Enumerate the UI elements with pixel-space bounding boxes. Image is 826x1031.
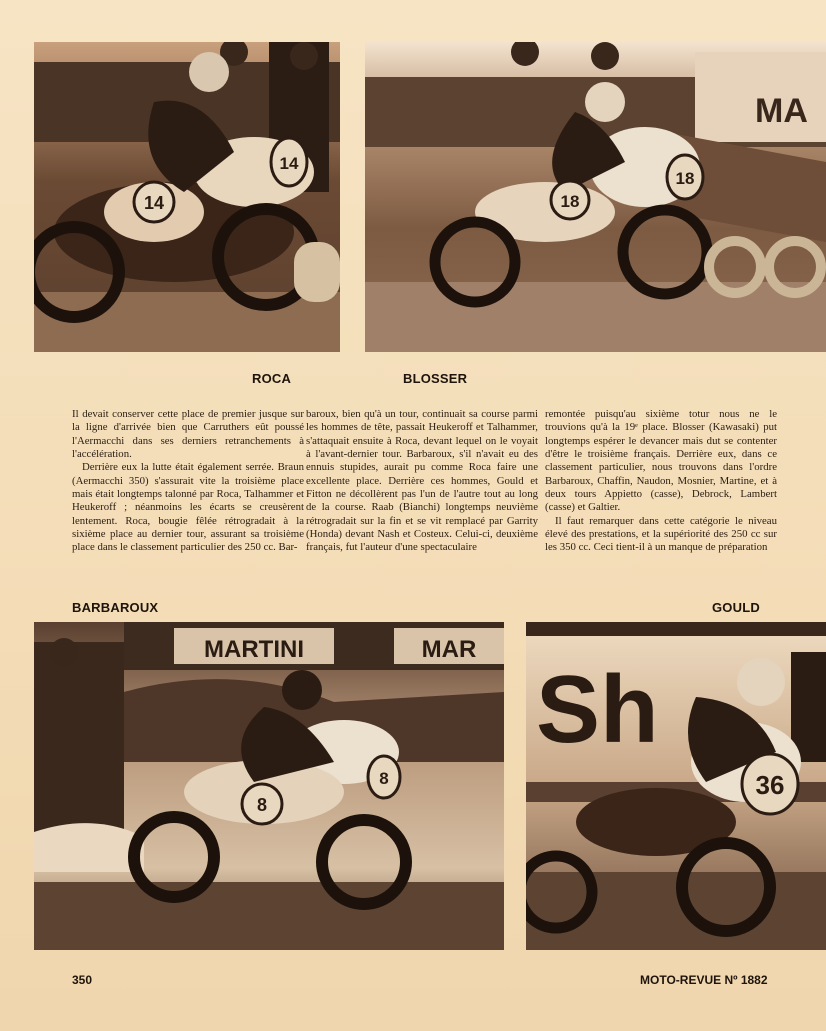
roca-number-plate: 14 — [143, 193, 165, 213]
article-column-3 — [545, 408, 777, 555]
col2-paragraph-1: baroux, bien qu'à un tour, continuait sa course parmi les hommes de tête, passait Heukeroff et Talhammer, s'attaquait ensuite à Roca, devant lequel on le voyait à l'avant-dernier tour. Barbaroux, s'il n'avait eu des ennuis stupides, aurait pu comme Roca faire une excellente place. Derrière ces hommes, Gould et Fitton ne décollèrent pas l'un de l'autre tout au long de la course. Raab (Bianchi) longtemps neuvième rétrogradait sur la fin et se vit remplacé par Garrity (Honda) devant Nash et Costeux. Celui-ci, deuxième français, fut l'auteur d'une spectaculaire — [306, 408, 538, 554]
col1-paragraph-1: Il devait conserver cette place de premier jusque sur la ligne d'arrivée bien que Carruthers eût poussé l'Aermacchi dans ses derniers retranchements à l'accélération. — [72, 408, 304, 461]
col1-paragraph-2: Derrière eux la lutte était également serrée. Braun (Aermacchi 350) s'assurait vite la troisième place mais était longtemps talonné par Roca, Talhammer et Heukeroff ; néanmoins les écarts se creusèrent lentement. Roca, bougie fêlée rétrogradait à la sixième place au dernier tour, assurant sa troisième place dans le classement particulier des 250 cc. Bar- — [72, 461, 304, 554]
page-number: 350 — [72, 973, 93, 987]
photo-gould — [526, 622, 826, 950]
gould-banner-shell: Sh — [536, 656, 659, 763]
caption-blosser: BLOSSER — [403, 371, 468, 386]
caption-gould: GOULD — [712, 600, 760, 615]
roca-front-number: 14 — [279, 154, 299, 173]
barbaroux-banner-martini: MARTINI — [204, 636, 304, 663]
col3-paragraph-2: Il faut remarquer dans cette catégorie le niveau élevé des prestations, et la supériorité des 250 cc sur les 350 cc. Ceci tient-il à un manque de préparation — [545, 514, 777, 554]
photo-barbaroux — [34, 622, 504, 950]
barbaroux-number-plate: 8 — [256, 795, 268, 815]
blosser-number-plate: 18 — [560, 192, 580, 211]
article-column-2 — [306, 408, 538, 555]
blosser-banner-text: MA — [755, 92, 808, 130]
caption-barbaroux: BARBAROUX — [72, 600, 159, 615]
gould-number-plate: 36 — [755, 770, 785, 800]
photo-roca — [34, 42, 340, 352]
caption-roca: ROCA — [252, 371, 292, 386]
barbaroux-banner-mar: MAR — [421, 636, 477, 663]
photo-blosser — [365, 42, 826, 352]
col3-paragraph-1: remontée puisqu'au sixième totur nous ne le trouvions qu'à la 19ᵉ place. Blosser (Kawasaki) put longtemps espérer le devancer mais dut se contenter d'être le troisième français. Derrière eux, dans ce classement particulier, nous trouvons dans l'ordre Barbaroux, Chaffin, Naudon, Mosnier, Martine, et à deux tours Appietto (casse), Debrock, Lambert (casse) et Galtier. — [545, 408, 777, 514]
article-column-1 — [72, 408, 304, 555]
blosser-front-number: 18 — [675, 169, 695, 188]
barbaroux-front-number: 8 — [379, 769, 389, 788]
magazine-issue: MOTO-REVUE Nº 1882 — [640, 973, 768, 987]
